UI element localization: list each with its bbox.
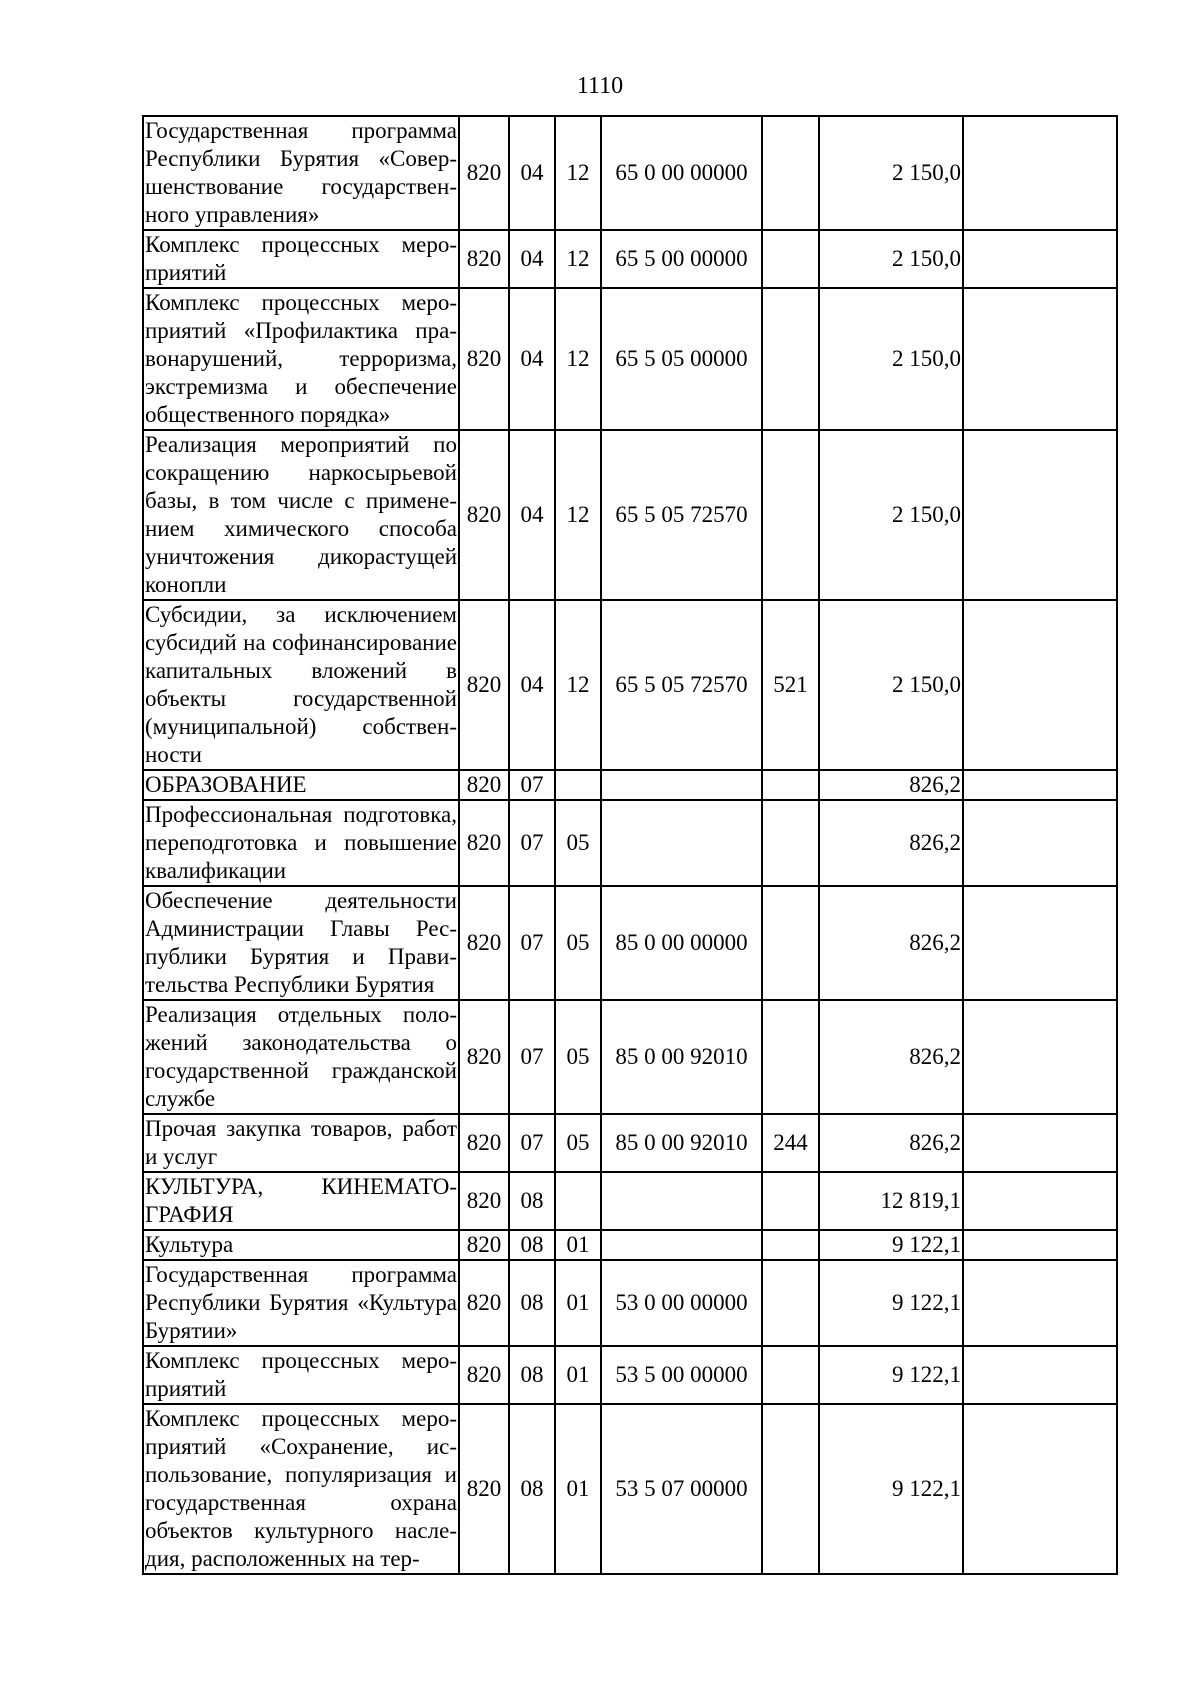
row-vr [762,770,819,800]
row-gr: 820 [459,430,509,600]
row-sum: 2 150,0 [819,230,963,288]
row-vr [762,800,819,886]
row-name: ОБРАЗОВАНИЕ [143,770,459,800]
row-rz: 08 [509,1346,555,1404]
row-extra [963,116,1117,230]
row-csr [601,1230,762,1260]
row-name: Комплекс процессных мероприятий [143,230,459,288]
row-csr: 53 5 00 00000 [601,1346,762,1404]
row-extra [963,230,1117,288]
row-sum: 826,2 [819,1000,963,1114]
row-gr: 820 [459,600,509,770]
row-name: Реализация отдельных положений законодательства о государственной гражданской службе [143,1000,459,1114]
table-row [143,770,1117,800]
row-extra [963,1114,1117,1172]
table-row [143,230,1117,288]
table-row [143,1404,1117,1574]
row-name: Комплекс процессных мероприятий «Сохранение, использование, популяризация и государственная охрана объектов культурного наследия, расположенных на тер- [143,1404,459,1574]
row-vr [762,116,819,230]
row-extra [963,800,1117,886]
row-rz: 07 [509,886,555,1000]
table-row [143,1114,1117,1172]
row-vr [762,1260,819,1346]
row-rz: 07 [509,1114,555,1172]
row-csr: 53 0 00 00000 [601,1260,762,1346]
row-gr: 820 [459,1172,509,1230]
row-extra [963,1404,1117,1574]
table-row [143,600,1117,770]
row-extra [963,1000,1117,1114]
row-gr: 820 [459,230,509,288]
row-name: КУЛЬТУРА, КИНЕМАТОГРАФИЯ [143,1172,459,1230]
row-sum: 2 150,0 [819,430,963,600]
row-csr: 65 5 05 00000 [601,288,762,430]
row-csr: 85 0 00 92010 [601,1000,762,1114]
row-extra [963,1346,1117,1404]
row-extra [963,886,1117,1000]
row-rz: 08 [509,1404,555,1574]
row-pr: 01 [555,1230,601,1260]
row-vr [762,1230,819,1260]
row-pr: 05 [555,1000,601,1114]
row-vr [762,230,819,288]
row-vr [762,886,819,1000]
row-rz: 04 [509,116,555,230]
row-sum: 826,2 [819,770,963,800]
row-sum: 2 150,0 [819,116,963,230]
row-csr: 65 5 05 72570 [601,430,762,600]
row-pr: 12 [555,430,601,600]
page-number: 1110 [576,73,624,99]
row-pr: 12 [555,230,601,288]
row-sum: 2 150,0 [819,288,963,430]
row-sum: 826,2 [819,886,963,1000]
row-extra [963,1172,1117,1230]
row-extra [963,430,1117,600]
row-rz: 08 [509,1260,555,1346]
row-rz: 07 [509,800,555,886]
row-name: Государственная программа Республики Бурятия «Культура Бурятии» [143,1260,459,1346]
row-vr [762,288,819,430]
row-rz: 04 [509,430,555,600]
row-rz: 08 [509,1172,555,1230]
row-csr [601,770,762,800]
row-pr [555,770,601,800]
row-gr: 820 [459,116,509,230]
row-name: Профессиональная подготовка, переподготовка и повышение квалификации [143,800,459,886]
row-pr: 01 [555,1260,601,1346]
row-rz: 07 [509,770,555,800]
row-gr: 820 [459,1230,509,1260]
table-row [143,886,1117,1000]
row-rz: 04 [509,230,555,288]
table-row [143,1000,1117,1114]
row-csr: 65 5 00 00000 [601,230,762,288]
table-row [143,1260,1117,1346]
row-sum: 826,2 [819,800,963,886]
table-body [143,116,1117,1574]
row-vr [762,430,819,600]
row-rz: 04 [509,288,555,430]
row-name: Прочая закупка товаров, работ и услуг [143,1114,459,1172]
row-gr: 820 [459,800,509,886]
row-extra [963,600,1117,770]
row-vr [762,1000,819,1114]
table-row [143,1230,1117,1260]
row-sum: 826,2 [819,1114,963,1172]
row-gr: 820 [459,770,509,800]
row-vr [762,1346,819,1404]
row-rz: 04 [509,600,555,770]
row-gr: 820 [459,886,509,1000]
budget-table [142,115,1118,1575]
row-rz: 07 [509,1000,555,1114]
row-pr: 01 [555,1346,601,1404]
row-csr: 65 0 00 00000 [601,116,762,230]
row-sum: 12 819,1 [819,1172,963,1230]
row-sum: 2 150,0 [819,600,963,770]
row-vr: 521 [762,600,819,770]
row-name: Культура [143,1230,459,1260]
row-extra [963,1230,1117,1260]
row-vr [762,1172,819,1230]
row-gr: 820 [459,288,509,430]
row-gr: 820 [459,1114,509,1172]
row-sum: 9 122,1 [819,1346,963,1404]
row-csr: 85 0 00 92010 [601,1114,762,1172]
table-row [143,116,1117,230]
row-gr: 820 [459,1346,509,1404]
row-extra [963,770,1117,800]
table-row [143,1346,1117,1404]
row-csr: 65 5 05 72570 [601,600,762,770]
row-pr: 01 [555,1404,601,1574]
row-csr: 85 0 00 00000 [601,886,762,1000]
row-pr: 12 [555,116,601,230]
row-name: Комплекс процессных мероприятий [143,1346,459,1404]
row-sum: 9 122,1 [819,1260,963,1346]
row-sum: 9 122,1 [819,1230,963,1260]
row-gr: 820 [459,1404,509,1574]
row-name: Реализация мероприятий по сокращению наркосырьевой базы, в том числе с применением химического способа уничтожения дикорастущей конопли [143,430,459,600]
row-name: Субсидии, за исключением субсидий на софинансирование капитальных вложений в объекты государственной (муниципальной) собственности [143,600,459,770]
row-csr [601,800,762,886]
row-pr: 12 [555,600,601,770]
row-pr: 05 [555,1114,601,1172]
row-rz: 08 [509,1230,555,1260]
row-name: Обеспечение деятельности Администрации Главы Республики Бурятия и Правительства Республики Бурятия [143,886,459,1000]
row-pr [555,1172,601,1230]
row-pr: 05 [555,800,601,886]
row-extra [963,288,1117,430]
row-sum: 9 122,1 [819,1404,963,1574]
row-extra [963,1260,1117,1346]
table-row [143,288,1117,430]
row-vr [762,1404,819,1574]
row-pr: 05 [555,886,601,1000]
row-name: Комплекс процессных мероприятий «Профилактика правонарушений, терроризма, экстремизма и обеспечение общественного порядка» [143,288,459,430]
row-vr: 244 [762,1114,819,1172]
row-csr: 53 5 07 00000 [601,1404,762,1574]
row-pr: 12 [555,288,601,430]
table-row [143,430,1117,600]
row-csr [601,1172,762,1230]
table-row [143,1172,1117,1230]
row-gr: 820 [459,1000,509,1114]
row-gr: 820 [459,1260,509,1346]
row-name: Государственная программа Республики Бурятия «Совершенствование государственного управления» [143,116,459,230]
table-row [143,800,1117,886]
